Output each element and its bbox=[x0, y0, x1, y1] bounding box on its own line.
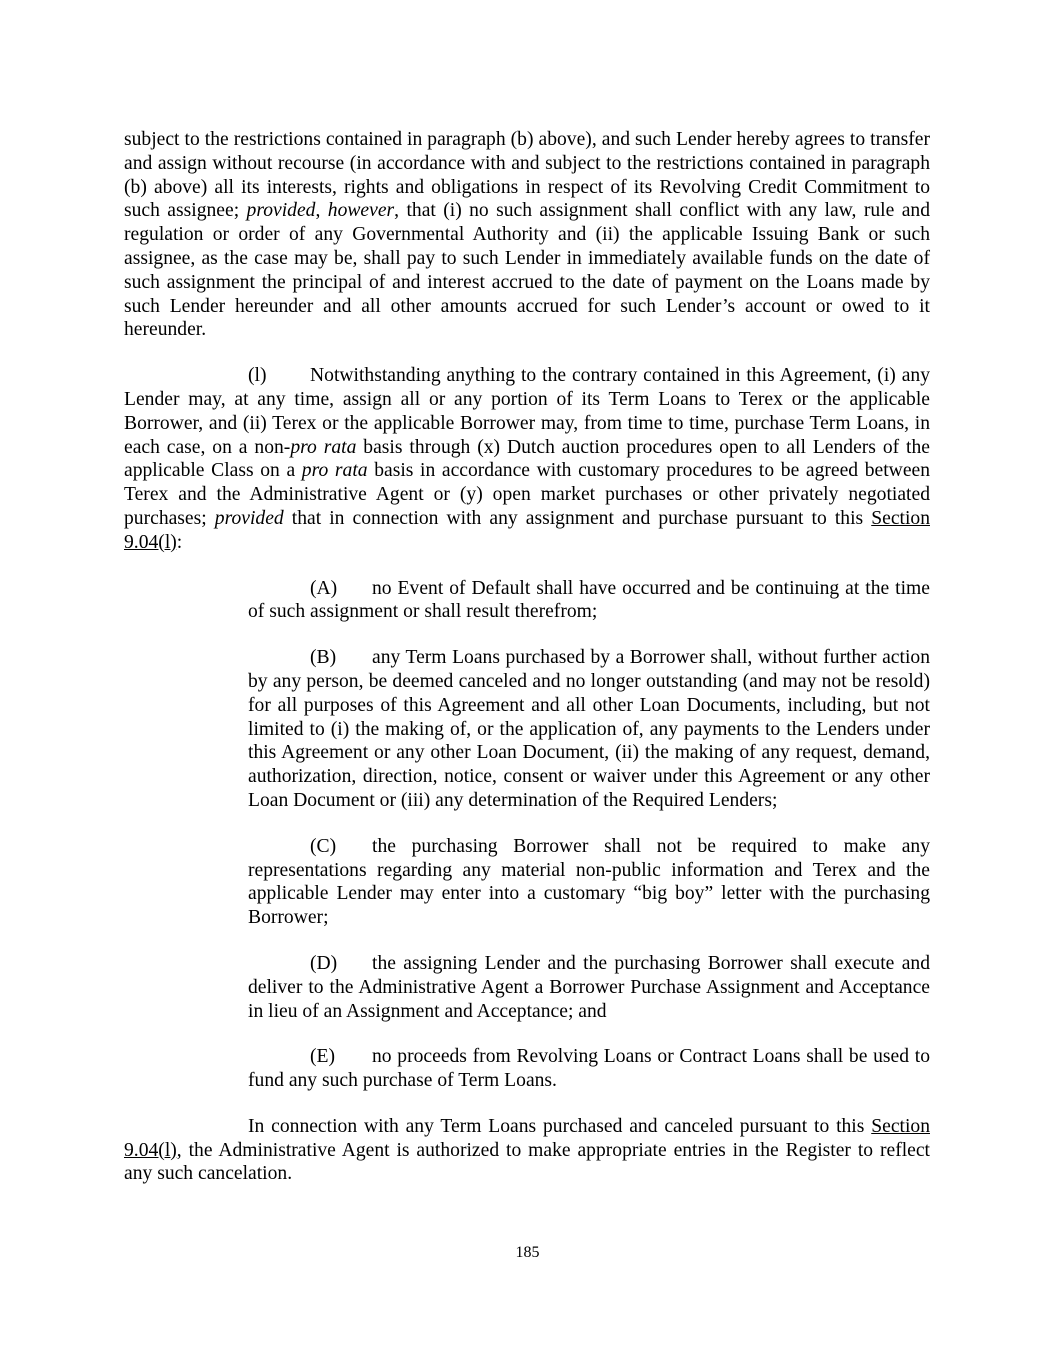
subclause-b-label: (B) bbox=[310, 647, 337, 669]
text-run: , the Administrative Agent is authorized to make appropriate entries in the Register to reflect any such cancelation. bbox=[124, 1139, 930, 1185]
subclause-c bbox=[248, 835, 930, 930]
subclause-b-text: any Term Loans purchased by a Borrower shall, without further action by any person, be deemed canceled and no longer outstanding (and may not be resold) for all purposes of this Agreement and all other Loan Documents, including, but not limited to (i) the making of, or the application of, any payments to the Lenders under this Agreement or any other Loan Document, (ii) the making of any request, demand, authorization, direction, notice, consent or waiver under this Agreement or any other Loan Document or (iii) any determination of the Required Lenders; bbox=[248, 647, 930, 811]
page-number: 185 bbox=[515, 1244, 540, 1261]
subclause-d-label: (D) bbox=[310, 952, 338, 974]
subclause-a-label: (A) bbox=[310, 577, 338, 599]
text-run: that in connection with any assignment and purchase pursuant to this bbox=[283, 507, 872, 529]
document-page bbox=[124, 128, 930, 1186]
subclause-d bbox=[248, 952, 930, 1023]
section-reference: Section 9.04(l) bbox=[124, 1115, 930, 1161]
clause-l-paragraph bbox=[124, 364, 930, 554]
section-reference: Section 9.04(l) bbox=[124, 507, 930, 553]
text-run: , bbox=[315, 200, 328, 222]
italic-pro-rata: pro rata bbox=[290, 436, 357, 458]
subclause-a bbox=[248, 577, 930, 625]
italic-however: however bbox=[327, 200, 395, 222]
text-run: Notwithstanding anything to the contrary contained in this Agreement, (i) any Lender may, at any time, assign all or any portion of its Term Loans to Terex or the applicable Borrower, and (ii) Terex or the applicable Borrower may, from time to time, purchase Term Loans, in each case, on a non- bbox=[124, 365, 930, 458]
subclause-a-text: no Event of Default shall have occurred and be continuing at the time of such assignment or shall result therefrom; bbox=[248, 577, 930, 623]
final-paragraph bbox=[124, 1115, 930, 1186]
subclause-e-label: (E) bbox=[310, 1046, 336, 1068]
italic-pro-rata: pro rata bbox=[301, 460, 368, 482]
text-run: In connection with any Term Loans purchased and canceled pursuant to this bbox=[248, 1115, 872, 1137]
text-run: basis through (x) Dutch auction procedures open to all Lenders of the applicable Class on a bbox=[124, 436, 930, 482]
text-run: subject to the restrictions contained in paragraph (b) above), and such Lender hereby agrees to transfer and assign without recourse (in accordance with and subject to the restrictions contained in paragraph (b) above) all its interests, rights and obligations in respect of its Revolving Credit Commitment to such assignee; bbox=[124, 129, 930, 222]
clause-l-label: (l) bbox=[248, 365, 267, 387]
subclause-e bbox=[248, 1045, 930, 1093]
subclause-d-text: the assigning Lender and the purchasing Borrower shall execute and deliver to the Administrative Agent a Borrower Purchase Assignment and Acceptance in lieu of an Assignment and Acceptance; and bbox=[248, 952, 930, 1022]
subclause-b bbox=[248, 646, 930, 813]
subclause-e-text: no proceeds from Revolving Loans or Contract Loans shall be used to fund any such purchase of Term Loans. bbox=[248, 1046, 930, 1092]
subclause-c-text: the purchasing Borrower shall not be required to make any representations regarding any material non-public information and Terex and the applicable Lender may enter into a customary “big boy” letter with the purchasing Borrower; bbox=[248, 835, 930, 929]
text-run: , that (i) no such assignment shall conflict with any law, rule and regulation or order of any Governmental Authority and (ii) the applicable Issuing Bank or such assignee, as the case may be, shall pay to such Lender in immediately available funds on the date of such assignment the principal of and interest accrued to the date of payment on the Loans made by such Lender hereunder and all other amounts accrued for such Lender’s account or owed to it hereunder. bbox=[124, 200, 930, 341]
subclause-c-label: (C) bbox=[310, 835, 337, 857]
text-run: basis in accordance with customary procedures to be agreed between Terex and the Administrative Agent or (y) open market purchases or other privately negotiated purchases; bbox=[124, 460, 931, 529]
text-run: : bbox=[176, 531, 183, 553]
italic-provided: provided bbox=[214, 507, 284, 529]
italic-provided: provided bbox=[246, 200, 316, 222]
continuation-paragraph bbox=[124, 128, 930, 342]
